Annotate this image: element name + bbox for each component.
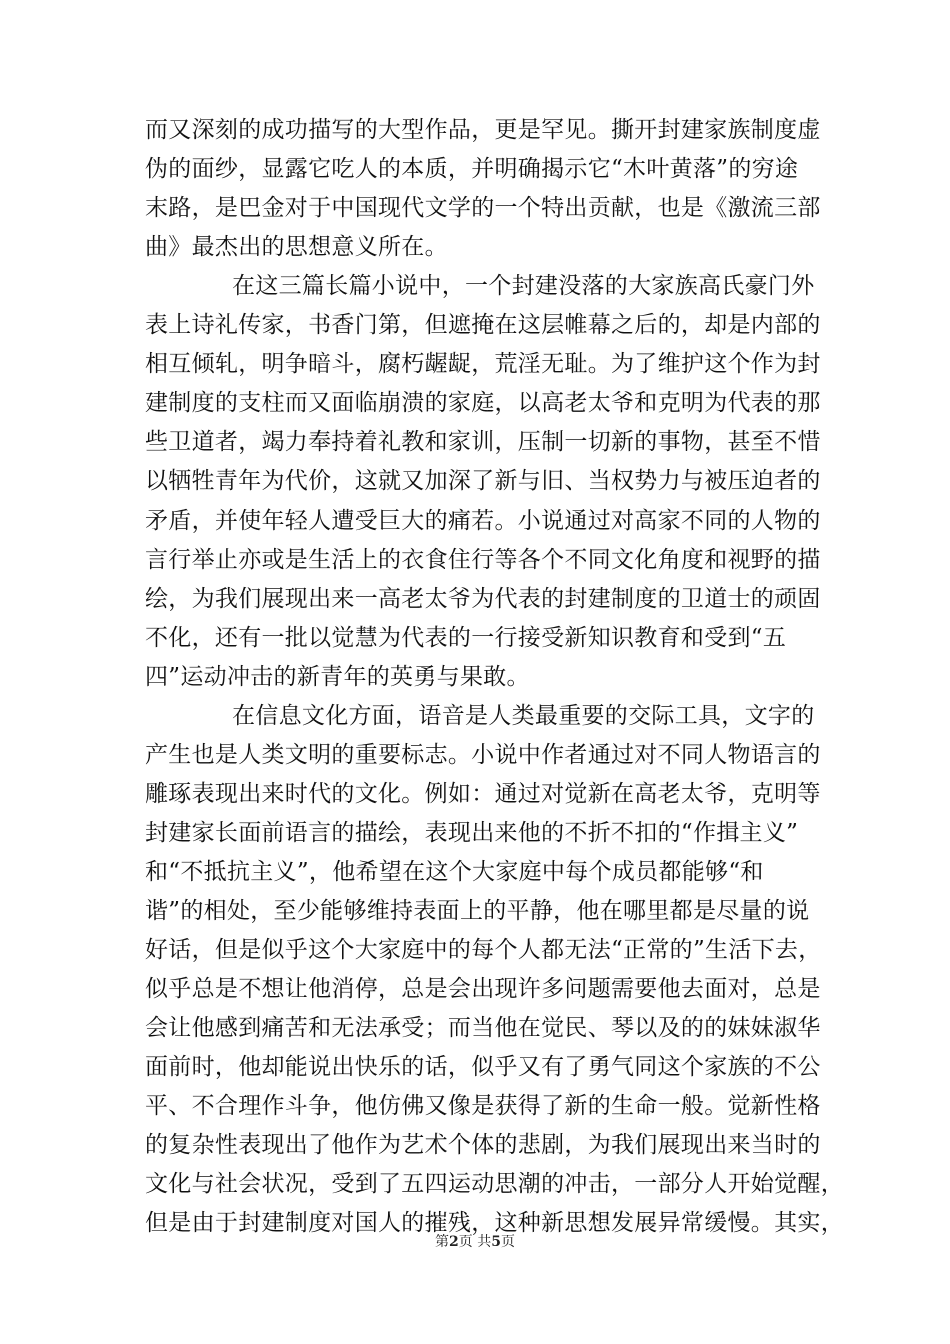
paragraph-3-line-11: 平、不合理作斗争，他仿佛又像是获得了新的生命一般。觉新性格 [145, 1093, 821, 1119]
page-number-footer [0, 1232, 950, 1252]
paragraph-2-line-11: 四”运动冲击的新青年的英勇与果敢。 [145, 664, 530, 690]
paragraph-2-line-9: 绘，为我们展现出来一高老太爷为代表的封建制度的卫道士的顽固 [145, 586, 821, 612]
paragraph-1-line-2: 伪的面纱，显露它吃人的本质，并明确揭示它“木叶黄落”的穷途 [145, 156, 799, 182]
footer-prefix: 第 [435, 1234, 450, 1250]
paragraph-2-line-6: 以牺牲青年为代价，这就又加深了新与旧、当权势力与被压迫者的 [145, 468, 821, 494]
paragraph-2-line-10: 不化，还有一批以觉慧为代表的一行接受新知识教育和受到“五 [145, 625, 787, 651]
paragraph-1-line-3: 末路，是巴金对于中国现代文学的一个特出贡献，也是《激流三部 [145, 195, 821, 221]
paragraph-2-line-5: 些卫道者，竭力奉持着礼教和家训，压制一切新的事物，甚至不惜 [145, 429, 821, 455]
paragraph-3-line-1: 在信息文化方面，语音是人类最重要的交际工具，文字的 [232, 703, 815, 729]
paragraph-3-line-8: 似乎总是不想让他消停，总是会出现许多问题需要他去面对，总是 [145, 976, 821, 1002]
paragraph-2-line-3: 相互倾轧，明争暗斗，腐朽龌龊，荒淫无耻。为了维护这个作为封 [145, 351, 821, 377]
paragraph-3-line-3: 雕琢表现出来时代的文化。例如：通过对觉新在高老太爷，克明等 [145, 781, 821, 807]
footer-middle: 页 共 [458, 1234, 492, 1250]
paragraph-1-line-4: 曲》最杰出的思想意义所在。 [145, 234, 448, 260]
current-page-number: 2 [449, 1234, 459, 1250]
paragraph-3-line-14: 但是由于封建制度对国人的摧残，这种新思想发展异常缓慢。其实， [145, 1210, 844, 1236]
paragraph-3-line-4: 封建家长面前语言的描绘，表现出来他的不折不扣的“作揖主义” [145, 820, 799, 846]
footer-suffix: 页 [500, 1234, 515, 1250]
paragraph-2-line-4: 建制度的支柱而又面临崩溃的家庭，以高老太爷和克明为代表的那 [145, 390, 821, 416]
paragraph-2-line-1: 在这三篇长篇小说中，一个封建没落的大家族高氏豪门外 [232, 273, 815, 299]
total-pages-number: 5 [491, 1234, 501, 1250]
paragraph-1-line-1: 而又深刻的成功描写的大型作品，更是罕见。撕开封建家族制度虚 [145, 117, 821, 143]
paragraph-2-line-8: 言行举止亦或是生活上的衣食住行等各个不同文化角度和视野的描 [145, 547, 821, 573]
paragraph-3-line-9: 会让他感到痛苦和无法承受；而当他在觉民、琴以及的的妹妹淑华 [145, 1015, 821, 1041]
paragraph-3-line-5: 和“不抵抗主义”，他希望在这个大家庭中每个成员都能够“和 [145, 859, 764, 885]
paragraph-2-line-7: 矛盾，并使年轻人遭受巨大的痛若。小说通过对高家不同的人物的 [145, 508, 821, 534]
paragraph-2-line-2: 表上诗礼传家，书香门第，但遮掩在这层帷幕之后的，却是内部的 [145, 312, 821, 338]
paragraph-3-line-12: 的复杂性表现出了他作为艺术个体的悲剧，为我们展现出来当时的 [145, 1132, 821, 1158]
paragraph-3-line-6: 谐”的相处，至少能够维持表面上的平静，他在哪里都是尽量的说 [145, 898, 810, 924]
paragraph-3-line-2: 产生也是人类文明的重要标志。小说中作者通过对不同人物语言的 [145, 742, 821, 768]
paragraph-3-line-13: 文化与社会状况，受到了五四运动思潮的冲击，一部分人开始觉醒， [145, 1171, 844, 1197]
paragraph-3-line-10: 面前时，他却能说出快乐的话，似乎又有了勇气同这个家族的不公 [145, 1054, 821, 1080]
paragraph-3-line-7: 好话，但是似乎这个大家庭中的每个人都无法“正常的”生活下去， [145, 937, 822, 963]
